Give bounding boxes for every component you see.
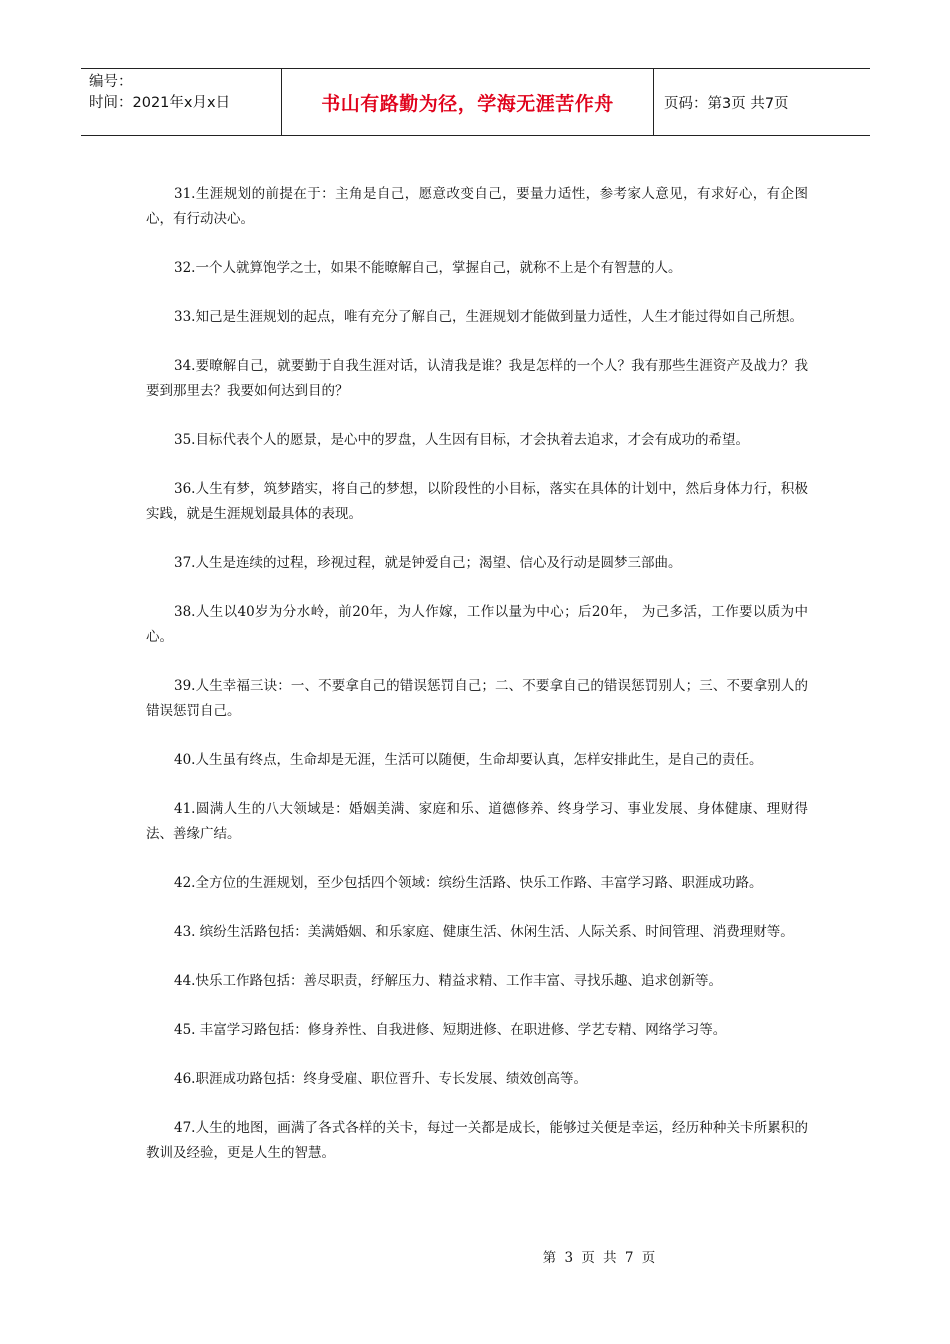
paragraph-38: 38.人生以40岁为分水岭，前20年，为人作嫁，工作以量为中心；后20年， 为己多活，工作要以质为中心。 [146,604,808,645]
paragraph-35: 35.目标代表个人的愿景，是心中的罗盘，人生因有目标，才会执着去追求，才会有成功的希望。 [174,432,749,448]
paragraph-32: 32.一个人就算饱学之士，如果不能暸解自己，掌握自己，就称不上是个有智慧的人。 [174,260,682,276]
paragraph-33: 33.知己是生涯规划的起点，唯有充分了解自己，生涯规划才能做到量力适性，人生才能过得如自己所想。 [174,309,803,325]
paragraph-45: 45. 丰富学习路包括：修身养性、自我进修、短期进修、在职进修、学艺专精、网络学习等。 [174,1022,727,1038]
document-body [146,182,808,1190]
paragraph-34: 34.要暸解自己，就要勤于自我生涯对话，认清我是谁？我是怎样的一个人？我有那些生涯资产及战力？我要到那里去？我要如何达到目的？ [146,358,808,399]
paragraph-37: 37.人生是连续的过程，珍视过程，就是钟爱自己；渴望、信心及行动是圆梦三部曲。 [174,555,682,571]
paragraph-43: 43. 缤纷生活路包括：美满婚姻、和乐家庭、健康生活、休闲生活、人际关系、时间管理、消费理财等。 [174,924,794,940]
paragraph-42: 42.全方位的生涯规划，至少包括四个领域：缤纷生活路、快乐工作路、丰富学习路、职涯成功路。 [174,875,763,891]
paragraph-40: 40.人生虽有终点，生命却是无涯，生活可以随便，生命却要认真，怎样安排此生，是自己的责任。 [174,752,763,768]
page-footer: 第 3 页 共 7 页 [542,1250,658,1266]
paragraph-46: 46.职涯成功路包括：终身受雇、职位晋升、专长发展、绩效创高等。 [174,1071,587,1087]
paragraph-47: 47.人生的地图，画满了各式各样的关卡，每过一关都是成长，能够过关便是幸运，经历种种关卡所累积的教训及经验，更是人生的智慧。 [146,1120,808,1161]
header-page-label: 页码：第3页 共7页 [664,95,789,112]
number-label: 编号： [89,74,133,90]
paragraph-39: 39.人生幸福三诀：一、不要拿自己的错误惩罚自己；二、不要拿自己的错误惩罚别人；三、不要拿别人的错误惩罚自己。 [146,678,808,719]
paragraph-31: 31.生涯规划的前提在于：主角是自己，愿意改变自己，要量力适性，参考家人意见，有求好心，有企图心，有行动决心。 [146,186,808,227]
header-motto: 书山有路勤为径，学海无涯苦作舟 [282,69,654,135]
paragraph-41: 41.圆满人生的八大领域是：婚姻美满、家庭和乐、道德修养、终身学习、事业发展、身体健康、理财得法、善缘广结。 [146,801,808,842]
paragraph-44: 44.快乐工作路包括：善尽职责，纾解压力、精益求精、工作丰富、寻找乐趣、追求创新等。 [174,973,722,989]
time-label: 时间：2021年x月x日 [89,95,231,111]
paragraph-36: 36.人生有梦，筑梦踏实，将自己的梦想，以阶段性的小目标，落实在具体的计划中，然后身体力行，积极实践，就是生涯规划最具体的表现。 [146,481,808,522]
header-meta [81,69,282,135]
page-header [81,68,870,136]
